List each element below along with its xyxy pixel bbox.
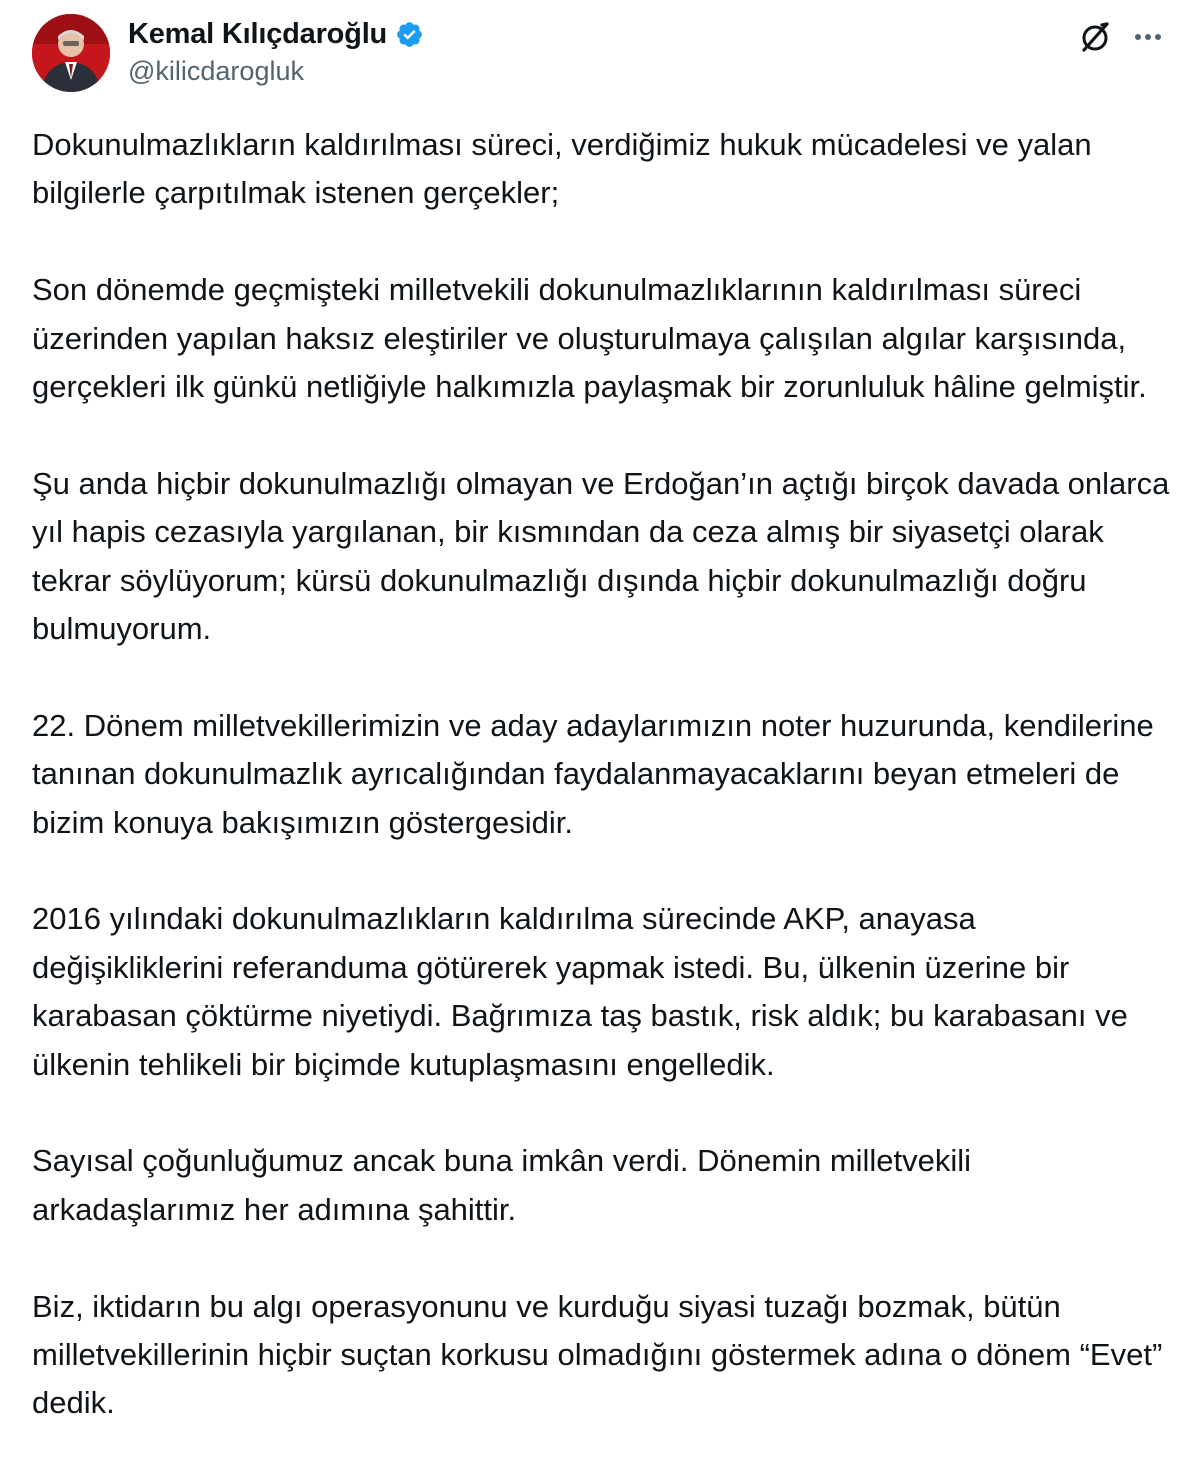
tweet-paragraph: Dokunulmazlıkların kaldırılması süreci, verdiğimiz hukuk mücadelesi ve yalan bilgilerle çarpıtılmak istenen gerçekler; [32,127,1092,211]
tweet-paragraph: 2016 yılındaki dokunulmazlıkların kaldırılma sürecinde AKP, anayasa değişikliklerini referanduma götürerek yapmak istedi. Bu, ülkenin üzerine bir karabasan çöktürme niyetiydi. Bağrımıza taş bastık, risk aldık; bu karabasanı ve ülkenin tehlikeli bir biçimde kutuplaşmasını engelledik. [32,901,1128,1082]
tweet-paragraph: Sayısal çoğunluğumuz ancak buna imkân verdi. Dönemin milletvekili arkadaşlarımız her adımına şahittir. [32,1143,972,1227]
verified-badge-icon [395,20,424,49]
avatar[interactable] [32,14,110,92]
author-info [128,14,424,87]
tweet-paragraph: 22. Dönem milletvekillerimizin ve aday adaylarımızın noter huzurunda, kendilerine tanınan dokunulmazlık ayrıcalığından faydalanmayacaklarını beyan etmeleri de bizim konuya bakışımızın göstergesidir. [32,707,1154,840]
display-name[interactable]: Kemal Kılıçdaroğlu [128,17,388,50]
tweet-paragraph: Son dönemde geçmişteki milletvekili dokunulmazlıklarının kaldırılması süreci üzerinden yapılan haksız eleştiriler ve oluşturulmaya çalışılan algılar karşısında, gerçekleri ilk günkü netliğiyle halkımızla paylaşmak bir zorunluluk hâline gelmiştir. [32,272,1147,405]
profile-photo-icon [32,14,110,92]
tweet-paragraph: Şu anda hiçbir dokunulmazlığı olmayan ve Erdoğan’ın açtığı birçok davada onlarca yıl hapis cezasıyla yargılanan, bir kısmından da ceza almış bir siyasetçi olarak tekrar söylüyorum; kürsü dokunulmazlığı dışında hiçbir dokunulmazlığı doğru bulmuyorum. [32,465,1170,647]
grok-icon[interactable] [1076,18,1114,56]
name-row [128,14,424,54]
more-options-icon[interactable] [1128,18,1168,56]
tweet-paragraph: Biz, iktidarın bu algı operasyonunu ve kurduğu siyasi tuzağı bozmak, bütün milletvekillerinin hiçbir suçtan korkusu olmadığını göstermek adına o dönem “Evet” dedik. [32,1288,1163,1421]
tweet-text [32,121,1172,1428]
tweet-header [0,0,1200,110]
user-handle[interactable]: @kilicdarogluk [128,56,304,86]
